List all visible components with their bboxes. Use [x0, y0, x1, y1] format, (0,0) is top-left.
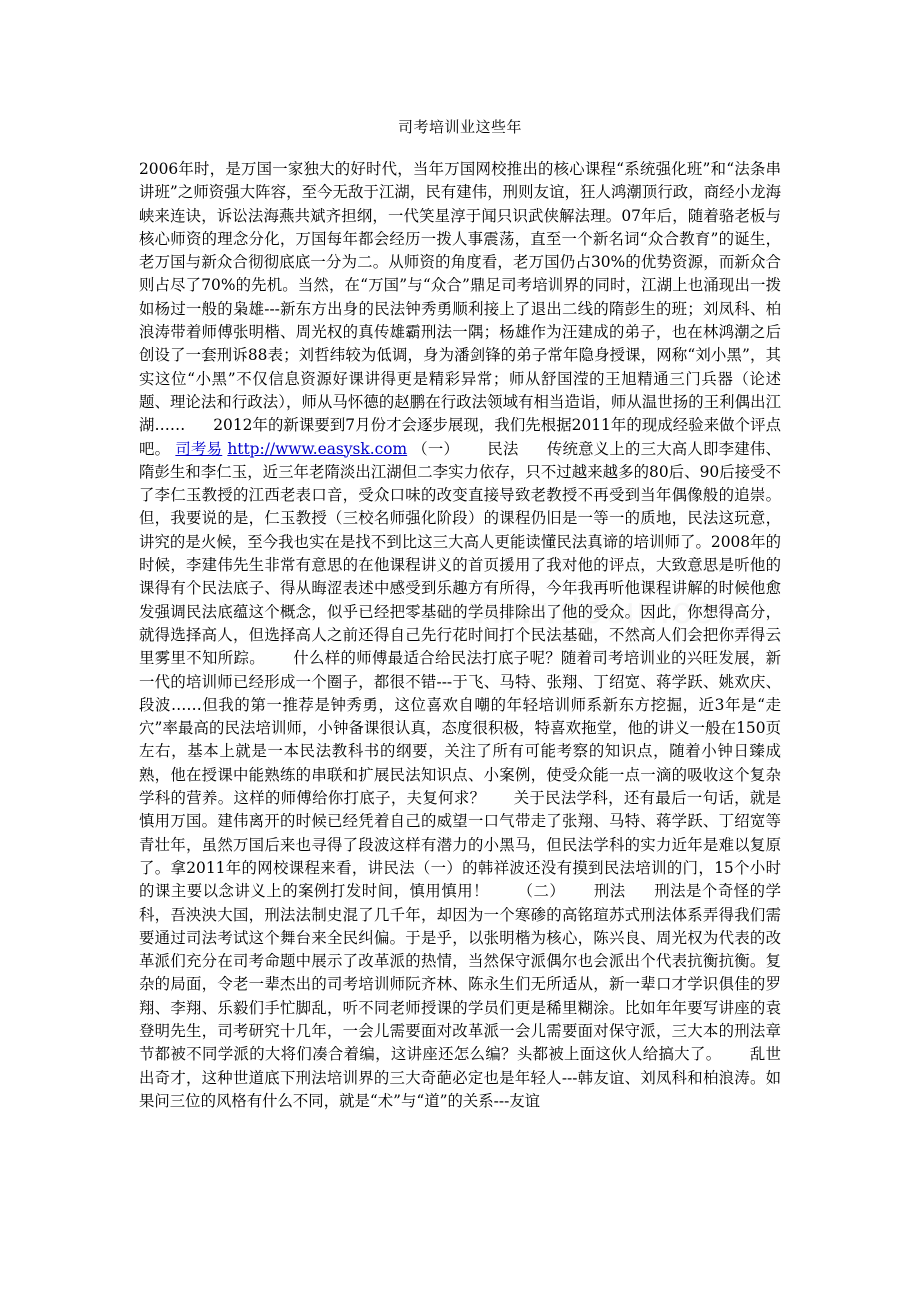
section-1-heading: （一） — [412, 439, 460, 458]
document-body — [139, 158, 781, 1113]
paragraph-2: 2012年的新课要到7月份才会逐步展现，我们先根据2011年的现成经验来做个评点吧。 — [139, 416, 781, 458]
paragraph-6: 刑法是个奇怪的学科，吾泱泱大国，刑法法制史混了几千年，却因为一个寒碜的高铭瑄苏式刑法体系弄得我们需要通过司法考试这个舞台来全民纠偏。于是乎，以张明楷为核心，陈兴良、周光权为代表的改革派们充分在司考命题中展示了改革派的热情，当然保守派偶尔也会派出个代表抗衡抗衡。复杂的局面，令老一辈杰出的司考培训师阮齐林、陈永生们无所适从，新一辈口才学识俱佳的罗翔、李翔、乐毅们手忙脚乱，听不同老师授课的学员们更是稀里糊涂。比如年年要写讲座的袁登明先生，司考研究十几年，一会儿需要面对改革派一会儿需要面对保守派，三大本的刑法章节都被不同学派的大将们凑合着编，这讲座还怎么编？头都被上面这伙人给搞大了。 — [139, 882, 781, 1064]
paragraph-5: 关于民法学科，还有最后一句话，就是慎用万国。建伟离开的时候已经凭着自己的威望一口气带走了张翔、马特、蒋学跃、丁绍宽等青壮年，虽然万国后来也寻得了段波这样有潜力的小黑马，但民法学科的实力近年是难以复原了。拿2011年的网校课程来看，讲民法（一）的韩祥波还没有摸到民法培训的门，15个小时的课主要以念讲义上的案例打发时间，慎用慎用！ — [139, 789, 781, 901]
paragraph-4: 什么样的师傅最适合给民法打底子呢？随着司考培训业的兴旺发展，新一代的培训师已经形成一个圈子，都很不错---于飞、马特、张翔、丁绍宽、蒋学跃、姚欢庆、段波……但我的第一推荐是钟秀勇，这位喜欢自嘲的年轻培训师系新东方挖掘，近3年是“走穴”率最高的民法培训师，小钟备课很认真，态度很积极，特喜欢拖堂，他的讲义一般在150页左右，基本上就是一本民法教科书的纲要，关注了所有可能考察的知识点，随着小钟日臻成熟，他在授课中能熟练的串联和扩展民法知识点、小案例，使受众能一点一滴的吸收这个复杂学科的营养。这样的师傅给你打底子，夫复何求？ — [139, 649, 781, 808]
document-title: 司考培训业这些年 — [397, 118, 522, 136]
section-1-subject: 民法 — [487, 439, 519, 458]
source-link-url[interactable]: http://www.easysk.com — [227, 439, 408, 458]
paragraph-1: 2006年时，是万国一家独大的好时代，当年万国网校推出的核心课程“系统强化班”和“法条串讲班”之师资强大阵容，至今无敌于江湖，民有建伟，刑则友谊，狂人鸿潮顶行政，商经小龙海峡来连诀，诉讼法海燕共斌齐担纲，一代笑星淳于闻只识武侠解法理。07年后，随着骆老板与核心师资的理念分化，万国每年都会经历一拨人事震荡，直至一个新名词“众合教育”的诞生，老万国与新众合彻彻底底一分为二。从师资的角度看，老万国仍占30%的优势资源，而新众合则占尽了70%的先机。当然，在“万国”与“众合”鼎足司考培训界的同时，江湖上也涌现出一拨如杨过一般的枭雄---新东方出身的民法钟秀勇顺利接上了退出二线的隋彭生的班；刘凤科、柏浪涛带着师傅张明楷、周光权的真传雄霸刑法一隅；杨雄作为汪建成的弟子，也在林鸿潮之后创设了一套刑诉88表；刘哲纬较为低调，身为潘剑锋的弟子常年隐身授课，网称“刘小黑”，其实这位“小黑”不仅信息资源好课讲得更是精彩异常；师从舒国滢的王旭精通三门兵器（论述题、理论法和行政法），师从马怀德的赵鹏在行政法领域有相当造诣，师从温世扬的王利偶出江湖…… — [139, 160, 781, 435]
section-2-subject: 刑法 — [593, 882, 626, 901]
source-link-name[interactable]: 司考易 — [175, 439, 223, 458]
paragraph-3: 传统意义上的三大高人即李建伟、隋彭生和李仁玉，近三年老隋淡出江湖但二李实力依存，只不过越来越多的80后、90后接受不了李仁玉教授的江西老表口音，受众口味的改变直接导致老教授不再受到当年偶像般的追崇。但，我要说的是，仁玉教授（三校名师强化阶段）的课程仍旧是一等一的质地，民法这玩意，讲究的是火候，至今我也实在是找不到比这三大高人更能读懂民法真谛的培训师了。2008年的时候，李建伟先生非常有意思的在他课程讲义的首页援用了我对他的评点，大致意思是听他的课得有个民法底子、得从晦涩表述中感受到乐趣方有所得，今年我再听他课程讲解的时候他愈发强调民法底蕴这个概念，似乎已经把零基础的学员排除出了他的受众。因此，你想得高分，就得选择高人，但选择高人之前还得自己先行花时间打个民法基础，不然高人们会把你弄得云里雾里不知所踪。 — [139, 439, 781, 668]
paragraph-7: 乱世出奇才，这种世道底下刑法培训界的三大奇葩必定也是年轻人---韩友谊、刘凤科和柏浪涛。如果问三位的风格有什么不同，就是“术”与“道”的关系---友谊 — [139, 1045, 781, 1110]
body-text — [139, 158, 781, 1113]
section-2-heading: （二） — [517, 882, 566, 901]
